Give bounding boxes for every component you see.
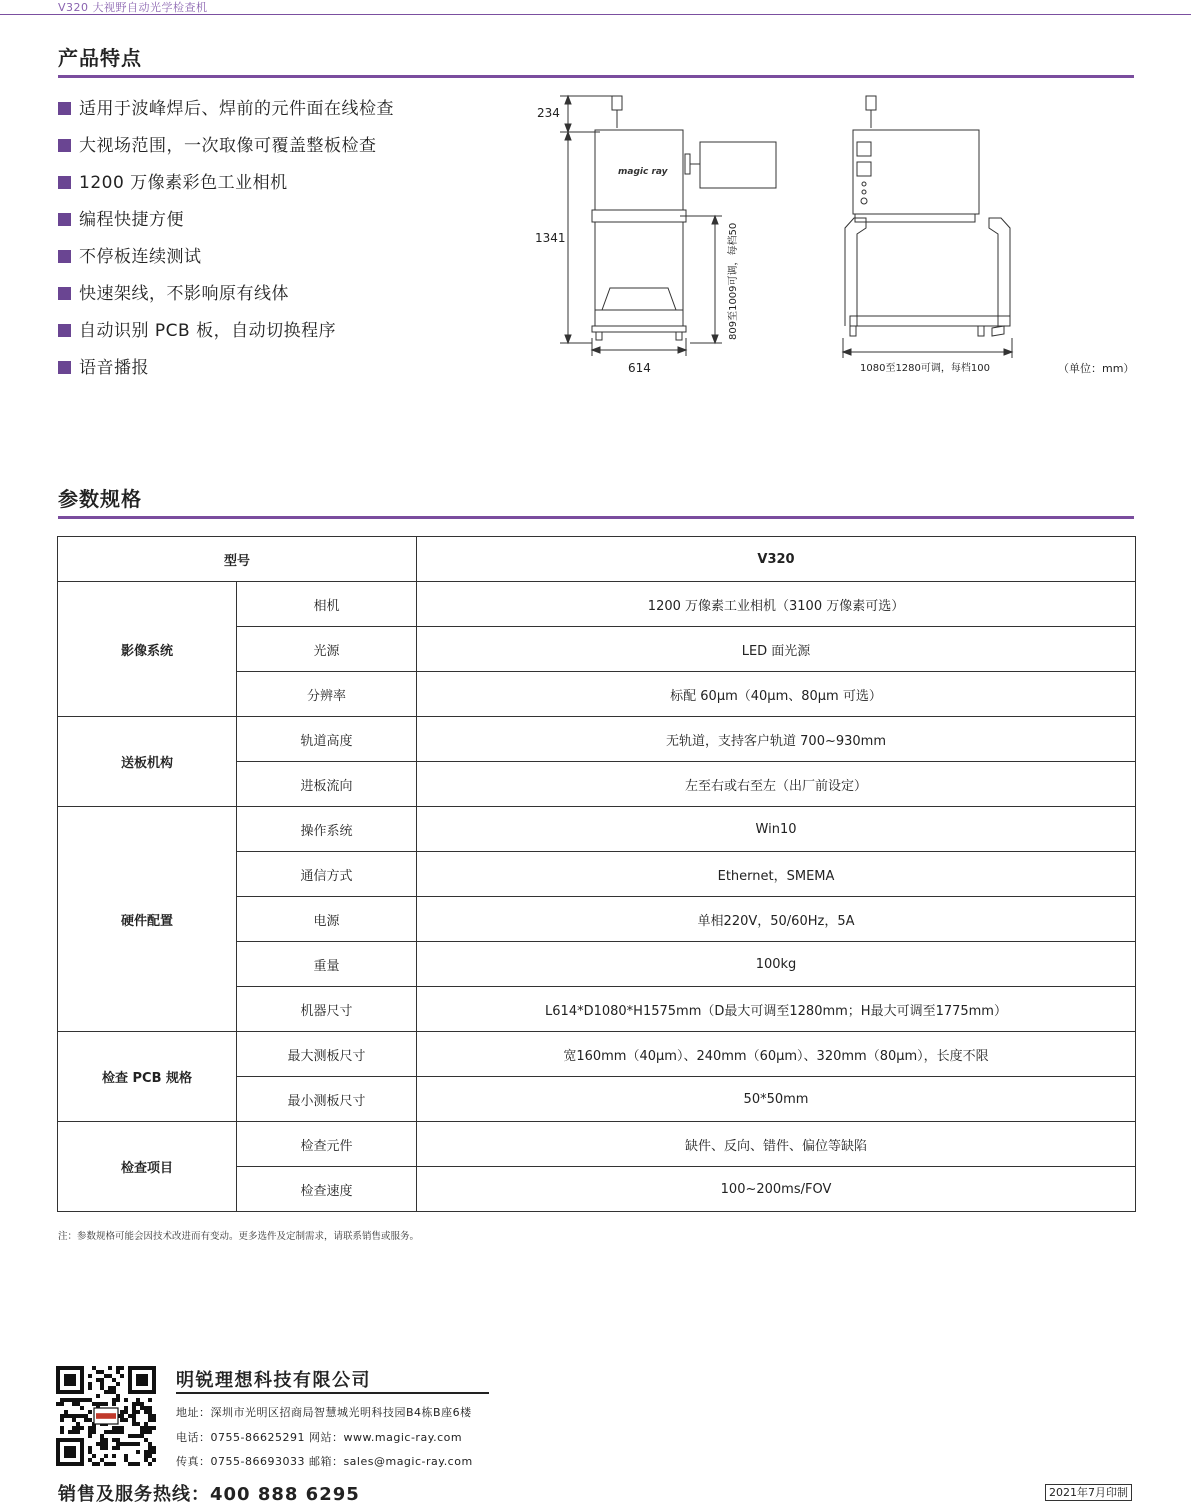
company-fax-mail: 传真：0755-86693033 邮箱：sales@magic-ray.com (176, 1455, 473, 1468)
dim-height-label: 1341 (535, 231, 566, 245)
param-name-cell: 最小测板尺寸 (237, 1077, 417, 1122)
table-row (58, 582, 1136, 627)
param-value-cell: 无轨道，支持客户轨道 700~930mm (417, 717, 1136, 762)
param-name-cell: 机器尺寸 (237, 987, 417, 1032)
specs-rule (58, 516, 1134, 519)
param-name-cell: 分辨率 (237, 672, 417, 717)
group-cell: 检查项目 (58, 1122, 237, 1212)
machine-drawing (530, 88, 1140, 378)
dim-rail-label: 809至1009可调，每档50 (728, 222, 739, 340)
param-value-cell: 缺件、反向、错件、偏位等缺陷 (417, 1122, 1136, 1167)
company-rule (176, 1392, 489, 1394)
table-row (58, 1032, 1136, 1077)
feature-item (58, 242, 202, 267)
feature-text: 语音播报 (79, 358, 149, 378)
service-hotline: 销售及服务热线：400 888 6295 (58, 1484, 360, 1505)
param-value-cell: 100~200ms/FOV (417, 1167, 1136, 1212)
header-value: V320 (417, 537, 1136, 582)
param-value-cell: 标配 60μm（40μm、80μm 可选） (417, 672, 1136, 717)
feature-item (58, 205, 184, 230)
param-name-cell: 重量 (237, 942, 417, 987)
print-date: 2021年7月印制 (1045, 1484, 1132, 1501)
param-value-cell: 1200 万像素工业相机（3100 万像素可选） (417, 582, 1136, 627)
spec-table (57, 536, 1136, 1212)
feature-text: 大视场范围，一次取像可覆盖整板检查 (79, 136, 377, 156)
param-name-cell: 最大测板尺寸 (237, 1032, 417, 1077)
feature-text: 1200 万像素彩色工业相机 (79, 173, 288, 193)
dim-width-label: 614 (628, 361, 651, 375)
feature-text: 编程快捷方便 (79, 210, 184, 230)
model-line: V320 大视野自动光学检查机 (58, 1, 208, 14)
group-cell: 检查 PCB 规格 (58, 1032, 237, 1122)
feature-item (58, 168, 288, 193)
param-value-cell: 50*50mm (417, 1077, 1136, 1122)
group-cell: 送板机构 (58, 717, 237, 807)
group-cell: 硬件配置 (58, 807, 237, 1032)
company-phone-web: 电话：0755-86625291 网站：www.magic-ray.com (176, 1431, 463, 1444)
square-bullet-icon (58, 102, 71, 115)
param-value-cell: 宽160mm（40μm）、240mm（60μm）、320mm（80μm），长度不限 (417, 1032, 1136, 1077)
param-name-cell: 通信方式 (237, 852, 417, 897)
table-row (58, 1122, 1136, 1167)
param-value-cell: 100kg (417, 942, 1136, 987)
param-name-cell: 检查元件 (237, 1122, 417, 1167)
feature-text: 不停板连续测试 (79, 247, 202, 267)
param-name-cell: 光源 (237, 627, 417, 672)
drawing-logo: magic ray (618, 167, 668, 177)
param-name-cell: 相机 (237, 582, 417, 627)
specs-title: 参数规格 (58, 487, 142, 511)
param-name-cell: 电源 (237, 897, 417, 942)
param-value-cell: L614*D1080*H1575mm（D最大可调至1280mm；H最大可调至1775mm） (417, 987, 1136, 1032)
param-value-cell: 单相220V，50/60Hz，5A (417, 897, 1136, 942)
param-name-cell: 轨道高度 (237, 717, 417, 762)
feature-text: 快速架线，不影响原有线体 (79, 284, 289, 304)
unit-label: （单位：mm） (1058, 362, 1135, 375)
param-name-cell: 进板流向 (237, 762, 417, 807)
param-value-cell: LED 面光源 (417, 627, 1136, 672)
square-bullet-icon (58, 176, 71, 189)
table-row (58, 717, 1136, 762)
dim-depth-label: 1080至1280可调，每档100 (860, 363, 990, 374)
square-bullet-icon (58, 324, 71, 337)
group-cell: 影像系统 (58, 582, 237, 717)
param-name-cell: 操作系统 (237, 807, 417, 852)
param-value-cell: 左至右或右至左（出厂前设定） (417, 762, 1136, 807)
feature-item (58, 279, 289, 304)
feature-item (58, 94, 394, 119)
feature-text: 适用于波峰焊后、焊前的元件面在线检查 (79, 99, 394, 119)
square-bullet-icon (58, 287, 71, 300)
company-name: 明锐理想科技有限公司 (176, 1370, 371, 1391)
qr-code (56, 1366, 156, 1466)
dim-top-label: 234 (537, 106, 560, 120)
feature-item (58, 353, 149, 378)
header-model: 型号 (58, 537, 417, 582)
square-bullet-icon (58, 250, 71, 263)
param-value-cell: Win10 (417, 807, 1136, 852)
feature-item (58, 131, 377, 156)
feature-item (58, 316, 336, 341)
square-bullet-icon (58, 213, 71, 226)
table-header-row (58, 537, 1136, 582)
square-bullet-icon (58, 361, 71, 374)
feature-text: 自动识别 PCB 板，自动切换程序 (79, 321, 337, 341)
features-rule (58, 75, 1134, 78)
table-row (58, 807, 1136, 852)
spec-note: 注：参数规格可能会因技术改进而有变动。更多选件及定制需求，请联系销售或服务。 (58, 1231, 420, 1242)
features-title: 产品特点 (58, 46, 142, 70)
square-bullet-icon (58, 139, 71, 152)
company-address: 地址：深圳市光明区招商局智慧城光明科技园B4栋B座6楼 (176, 1406, 472, 1419)
param-value-cell: Ethernet，SMEMA (417, 852, 1136, 897)
param-name-cell: 检查速度 (237, 1167, 417, 1212)
